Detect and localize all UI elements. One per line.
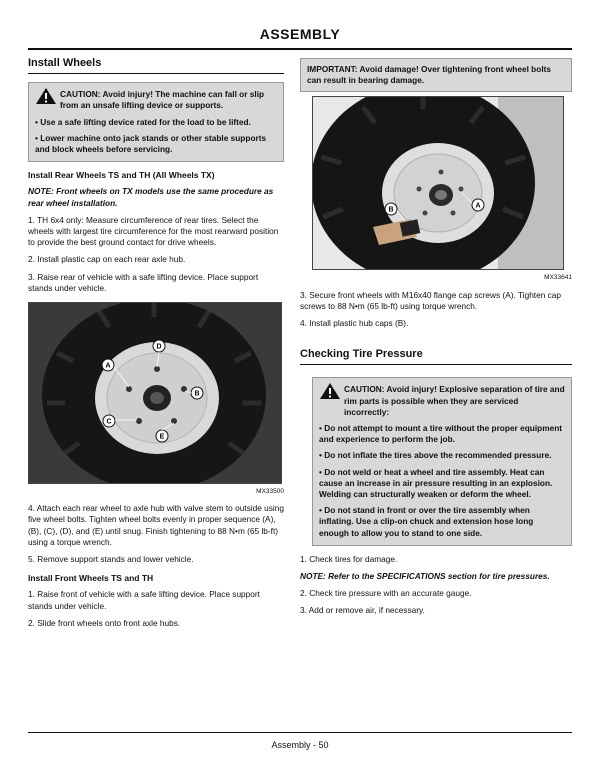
label-b: B (194, 390, 200, 398)
label-a: A (105, 362, 111, 370)
step-2: 2. Install plastic cap on each rear axle hub. (28, 254, 186, 265)
step-5: 5. Remove support stands and lower vehicle. (28, 554, 194, 565)
step-3: 3. Raise rear of vehicle with a safe lifting device. Place support stands under vehicle. (28, 271, 259, 293)
section-title-install-wheels: Install Wheels (28, 57, 102, 69)
photo-caption: MX33641 (544, 274, 572, 282)
tire-step-2: 2. Check tire pressure with an accurate gauge. (300, 588, 472, 599)
warning-triangle-icon (35, 87, 57, 108)
page-title: ASSEMBLY (259, 26, 341, 42)
tire-step-1: 1. Check tires for damage. (300, 553, 398, 564)
warning-triangle-icon (319, 382, 341, 403)
caution-bullet: • Do not inflate the tires above the recommended pressure. (319, 450, 552, 461)
caution-text: CAUTION: Avoid injury! The machine can fall or slip from an unsafe lifting device or supports. (60, 89, 265, 111)
step-4: 4. Attach each rear wheel to axle hub with valve stem to outside using five wheel bolts. Tighten wheel bolts evenly in proper sequence (A), (B), (C), (D), and (E) until snug. Finish tightening to 88 N•m (65 lb-ft) using a torque wrench. (28, 503, 284, 547)
front-step-1: 1. Raise front of vehicle with a safe lifting device. Place support stands under vehicle. (28, 589, 260, 611)
left-column (28, 58, 284, 635)
caution-bullet: • Do not weld or heat a wheel and tire assembly. Heat can cause an increase in air pressure resulting in an explosion. Welding can structurally weaken or deform the wheel. (319, 466, 553, 500)
note-front-wheels: NOTE: Front wheels on TX models use the same procedure as rear wheel installation. (28, 186, 274, 208)
important-box: IMPORTANT: Avoid damage! Over tightening front wheel bolts can result in bearing damage. (300, 58, 572, 92)
caution-text: CAUTION: Avoid injury! Explosive separation of tire and rim parts is possible when they are serviced incorrectly: (344, 384, 565, 417)
label-e: E (159, 433, 165, 441)
note-specifications: NOTE: Refer to the SPECIFICATIONS section for tire pressures. (300, 571, 550, 582)
caution-bullet: • Do not stand in front or over the tire assembly when inflating. Use a clip-on chuck and extension hose long enough to allow you to stand to one side. (319, 505, 534, 538)
photo-caption: MX33500 (256, 488, 284, 496)
tire-step-3: 3. Add or remove air, if necessary. (300, 605, 425, 616)
caution-bullet: • Use a safe lifting device rated for the load to be lifted. (35, 116, 251, 127)
label-a: A (475, 202, 481, 210)
footer-divider (28, 732, 572, 733)
step-4: 4. Install plastic hub caps (B). (300, 318, 409, 329)
caution-bullet: • Lower machine onto jack stands or other stable supports and block wheels before servicing. (35, 132, 267, 155)
label-b: B (388, 206, 394, 214)
rear-wheel-photo (28, 302, 282, 484)
page-footer: Assembly - 50 (271, 740, 329, 750)
label-c: C (106, 418, 112, 426)
step-3: 3. Secure front wheels with M16x40 flange cap screws (A). Tighten cap screws to 88 N•m (65 lb-ft) using torque wrench. (300, 289, 562, 311)
step-1: 1. TH 6x4 only: Measure circumference of rear tires. Select the wheels with largest tire circumference for the most rearward position to provide the best ground contact for drive wheels. (28, 214, 279, 248)
label-d: D (156, 343, 162, 351)
caution-box-tire (312, 377, 572, 545)
front-wheel-photo (312, 96, 564, 270)
front-step-2: 2. Slide front wheels onto front axle hubs. (28, 617, 181, 628)
subsection-title-rear-wheels: Install Rear Wheels TS and TH (All Wheels TX) (28, 170, 215, 181)
caution-box-lifting (28, 82, 284, 162)
caution-bullet: • Do not attempt to mount a tire without the proper equipment and experience to perform the job. (319, 423, 563, 445)
page-header (28, 26, 572, 50)
right-column (300, 58, 572, 623)
section-title-tire-pressure: Checking Tire Pressure (300, 348, 423, 361)
subsection-title-front-wheels: Install Front Wheels TS and TH (28, 573, 154, 584)
